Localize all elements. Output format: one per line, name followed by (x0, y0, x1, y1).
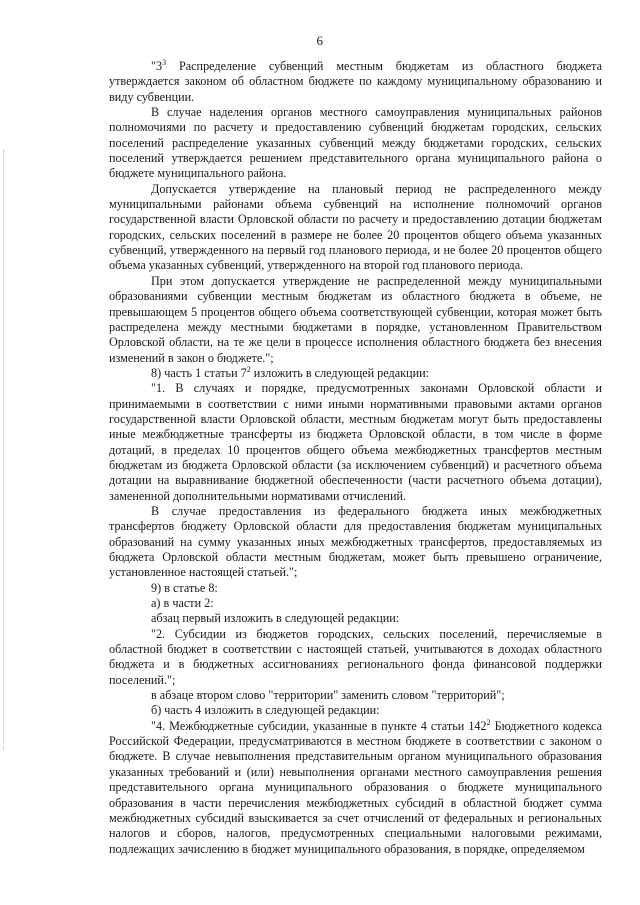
paragraph: а) в части 2: (151, 596, 214, 611)
paragraph: В случае наделения органов местного самоуправления муниципальных районов полномочиями по расчету и предоставлению субвенций бюджетам городских, сельских поселений распределение указанных субвенций между бюджетами городских, сельских поселений утверждается решением представительного органа муниципального района о бюджете муниципального района. (109, 105, 602, 181)
paragraph: В случае предоставления из федерального бюджета иных межбюджетных трансфертов бюджету Орловской области для предоставления бюджетам муниципальных образований на сумму указанных иных межбюджетных трансфертов, предоставляемых из бюджета Орловской области местным бюджетам, может быть превышено ограничение, установленное настоящей статьей."; (109, 503, 602, 580)
paragraph: "2. Субсидии из бюджетов городских, сельских поселений, перечисляемые в областной бюджет в соответствии с настоящей статьей, учитываются в доходах областного бюджета и в бюджетных ассигнованиях регионального фонда финансовой поддержки поселений."; (109, 626, 602, 687)
paragraph: в абзаце втором слово "территории" заменить словом "территорий"; (151, 688, 505, 703)
paragraph: 8) часть 1 статьи $7^2$ изложить в следующей редакции: (151, 364, 430, 380)
paragraph: абзац первый изложить в следующей редакции: (151, 611, 400, 626)
paragraph: б) часть 4 изложить в следующей редакции: (151, 703, 380, 718)
paragraph: 9) в статье 8: (151, 580, 218, 595)
page-number: 6 (316, 33, 324, 48)
document-body (109, 59, 602, 857)
paragraph: При этом допускается утверждение не распределенной между муниципальными образованиями субвенции местным бюджетам из областного бюджета в объеме, не превышающем 5 процентов общего объема соответствующей субвенции, которая может быть распределена между местными бюджетами в порядке, установленном Правительством Орловской области, на те же цели в процессе исполнения областного бюджета без внесения изменений в закон о бюджете."; (109, 273, 602, 365)
paragraph: "$3^3$ Распределение субвенций местным бюджетам из областного бюджета утверждается законом об областном бюджете по каждому муниципальному образованию и виду субвенции. (109, 58, 602, 104)
paragraph: "4. Межбюджетные субсидии, указанные в пункте 4 статьи $142^2$ Бюджетного кодекса Российской Федерации, предусматриваются в местном бюджете в соответствии с законом о бюджете. В случае невыполнения представительным органом муниципального образования указанных требований и (или) невыполнения органами местного самоуправления решения представительного органа муниципального образования о бюджете муниципального образования в части перечисления межбюджетных субсидий в областной бюджет сумма межбюджетных субсидий взыскивается за счет отчислений от федеральных и региональных налогов и сборов, налогов, предусмотренных специальными налоговыми режимами, подлежащих зачислению в бюджет муниципального образования, в порядке, определяемом (109, 717, 603, 856)
paragraph: "1. В случаях и порядке, предусмотренных законами Орловской области и принимаемыми в соответствии с ними иными нормативными правовыми актами органов государственной власти Орловской области, местным бюджетам могут быть предоставлены иные межбюджетные трансферты из бюджета Орловской области, в том числе в форме дотаций, в пределах 10 процентов общего объема межбюджетных трансфертов местным бюджетам из бюджета Орловской области (за исключением субвенций) и расчетного объема дотации на выравнивание бюджетной обеспеченности (части расчетного объема дотации), замененной дополнительными нормативами отчислений. (109, 381, 602, 503)
paragraph: Допускается утверждение на плановый период не распределенного между муниципальными районами объема субвенций на исполнение полномочий органов государственной власти Орловской области по расчету и предоставлению дотации бюджетам городских, сельских поселений в размере не более 20 процентов общего объема указанных субвенций, утвержденного на первый год планового периода, и не более 20 процентов общего объема указанных субвенций, утвержденного на второй год планового периода. (109, 181, 602, 273)
binding-margin (3, 150, 6, 750)
